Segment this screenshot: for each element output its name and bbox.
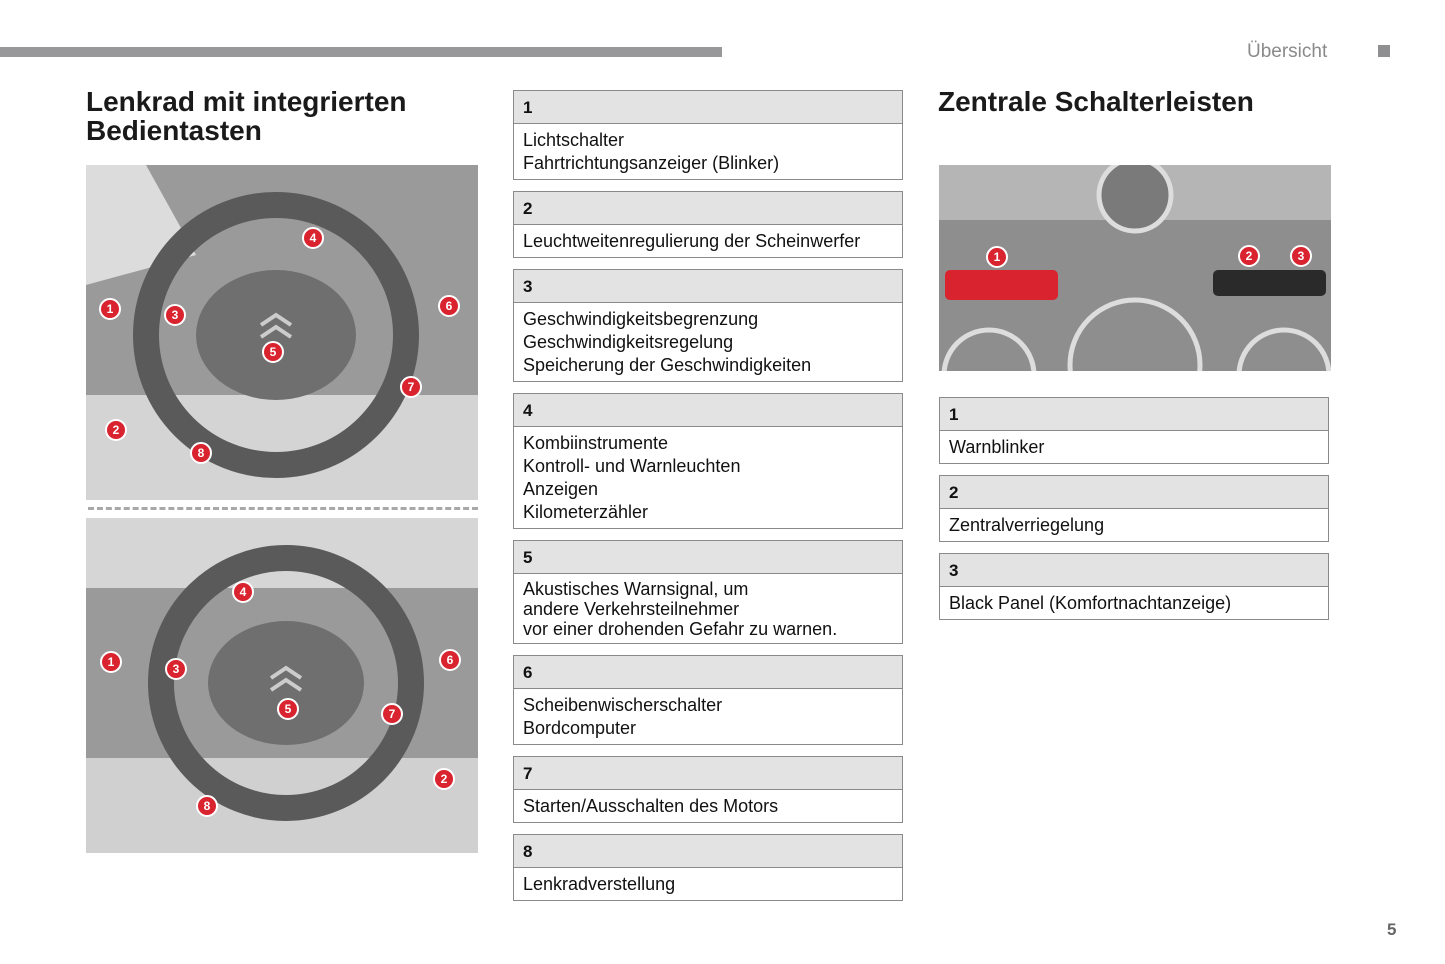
item-description xyxy=(514,124,902,179)
item-description xyxy=(514,790,902,822)
center-console-image xyxy=(939,165,1331,371)
item-number: 8 xyxy=(514,835,902,868)
page-number: 5 xyxy=(1387,920,1397,939)
callout-label: 5 xyxy=(269,345,277,359)
item-number: 2 xyxy=(514,192,902,225)
description-line: Akustisches Warnsignal, um xyxy=(523,579,749,599)
description-line: Warnblinker xyxy=(949,437,1045,457)
control-item xyxy=(513,269,903,382)
control-item xyxy=(513,191,903,258)
image-divider xyxy=(88,507,478,510)
callout-label: 1 xyxy=(106,302,114,316)
description-line: Fahrtrichtungsanzeiger (Blinker) xyxy=(523,153,780,173)
title-line: Bedientasten xyxy=(86,115,262,146)
callout-label: 2 xyxy=(1245,249,1253,263)
section-title: Übersicht xyxy=(1247,41,1328,62)
callout-label: 5 xyxy=(284,702,292,716)
control-item xyxy=(939,397,1329,464)
description-line: andere Verkehrsteilnehmer xyxy=(523,599,740,619)
item-description xyxy=(514,868,902,900)
control-item xyxy=(513,655,903,745)
control-item xyxy=(513,834,903,901)
item-description xyxy=(940,431,1328,463)
description-line: Geschwindigkeitsregelung xyxy=(523,332,734,352)
steering-wheel-image-top xyxy=(86,165,478,500)
callout-label: 3 xyxy=(171,308,179,322)
description-line: Lichtschalter xyxy=(523,130,625,150)
right-title: Zentrale Schalterleisten xyxy=(938,86,1254,117)
item-number: 1 xyxy=(940,398,1328,431)
callout-label: 8 xyxy=(203,799,211,813)
section-marker xyxy=(1378,45,1390,57)
description-line: Kontroll- und Warnleuchten xyxy=(523,456,741,476)
description-line: Bordcomputer xyxy=(523,718,637,738)
callout-label: 1 xyxy=(107,655,115,669)
item-description xyxy=(940,509,1328,541)
title-line: Lenkrad mit integrierten xyxy=(86,86,407,117)
description-line: Anzeigen xyxy=(523,479,599,499)
item-description xyxy=(940,587,1328,619)
callout-label: 2 xyxy=(440,772,448,786)
description-line: Zentralverriegelung xyxy=(949,515,1105,535)
callout-label: 7 xyxy=(388,707,396,721)
description-line: Geschwindigkeitsbegrenzung xyxy=(523,309,759,329)
steering-wheel-image-bottom xyxy=(86,518,478,853)
item-description xyxy=(514,225,902,257)
callout-label: 1 xyxy=(993,250,1001,264)
callout-label: 3 xyxy=(172,662,180,676)
item-description xyxy=(514,574,902,643)
item-description xyxy=(514,303,902,381)
control-item xyxy=(513,90,903,180)
item-number: 4 xyxy=(514,394,902,427)
item-number: 3 xyxy=(514,270,902,303)
callout-label: 6 xyxy=(446,653,454,667)
header-bar xyxy=(0,47,722,57)
controls-list xyxy=(513,90,903,912)
control-item xyxy=(513,393,903,529)
description-line: Lenkradverstellung xyxy=(523,874,676,894)
item-description xyxy=(514,427,902,528)
description-line: Scheibenwischerschalter xyxy=(523,695,723,715)
callout-label: 3 xyxy=(1297,249,1305,263)
console-controls-list xyxy=(939,397,1329,631)
description-line: Kombiinstrumente xyxy=(523,433,669,453)
callout-label: 4 xyxy=(239,585,247,599)
control-item xyxy=(513,756,903,823)
control-item xyxy=(939,475,1329,542)
callout-label: 6 xyxy=(445,299,453,313)
item-number: 6 xyxy=(514,656,902,689)
control-item xyxy=(939,553,1329,620)
callout-label: 7 xyxy=(407,380,415,394)
description-line: Speicherung der Geschwindigkeiten xyxy=(523,355,812,375)
item-description xyxy=(514,689,902,744)
callout-label: 2 xyxy=(112,423,120,437)
description-line: Starten/Ausschalten des Motors xyxy=(523,796,779,816)
item-number: 2 xyxy=(940,476,1328,509)
control-item xyxy=(513,540,903,644)
description-line: vor einer drohenden Gefahr zu warnen. xyxy=(523,619,838,639)
description-line: Leuchtweitenregulierung der Scheinwerfer xyxy=(523,231,861,251)
item-number: 5 xyxy=(514,541,902,574)
item-number: 7 xyxy=(514,757,902,790)
description-line: Black Panel (Komfortnachtanzeige) xyxy=(949,593,1232,613)
callout-label: 8 xyxy=(197,446,205,460)
left-title xyxy=(86,87,407,145)
item-number: 1 xyxy=(514,91,902,124)
callout-label: 4 xyxy=(309,231,317,245)
item-number: 3 xyxy=(940,554,1328,587)
description-line: Kilometerzähler xyxy=(523,502,649,522)
